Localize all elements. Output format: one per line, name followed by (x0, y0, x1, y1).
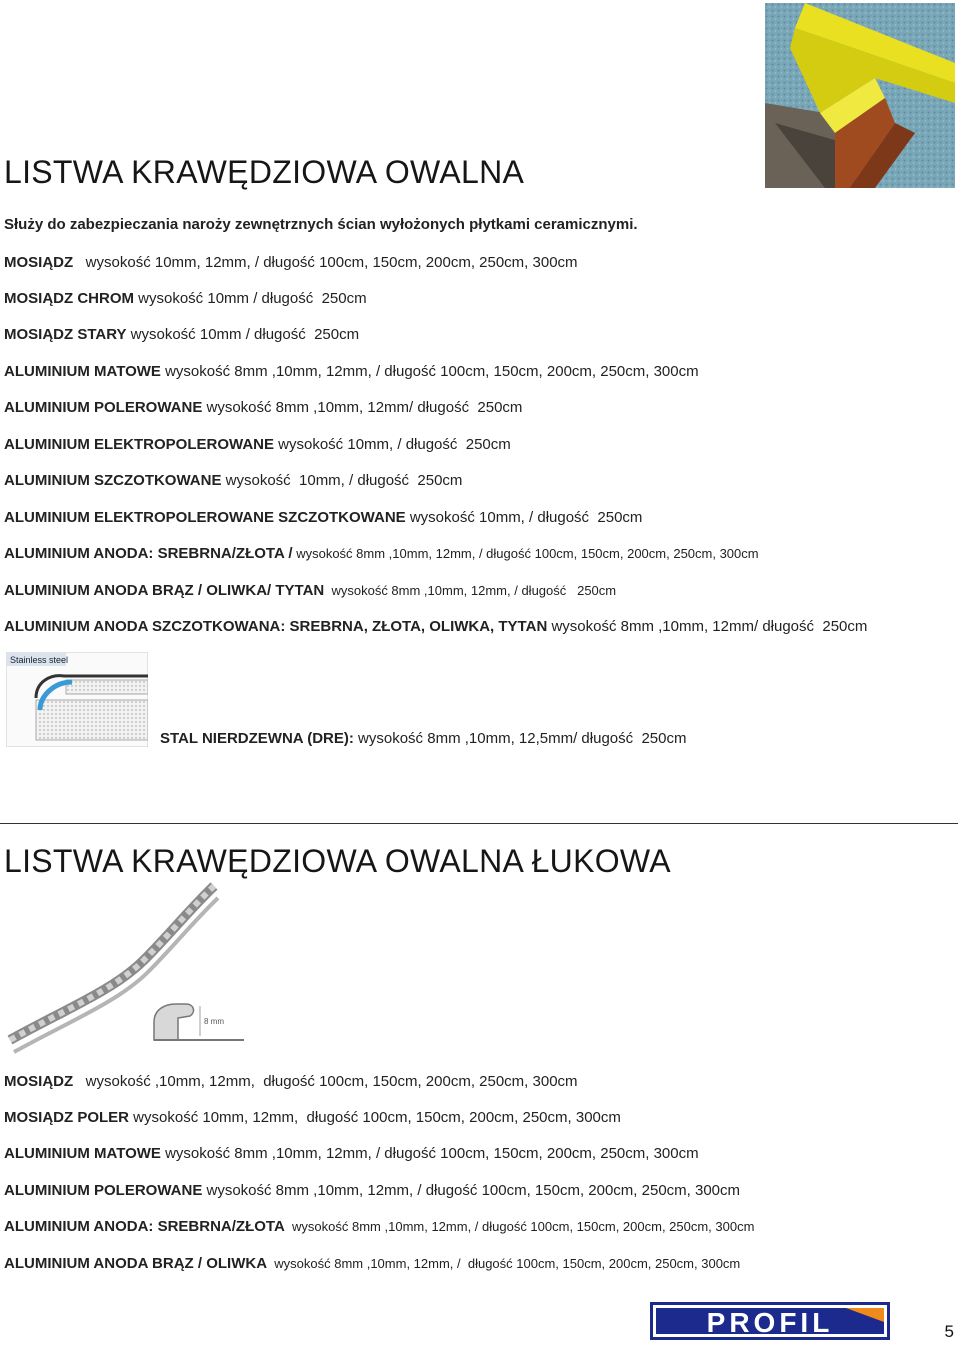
section2-title: LISTWA KRAWĘDZIOWA OWALNA ŁUKOWA (4, 843, 671, 879)
spec-row (4, 1145, 699, 1162)
spec-value: wysokość 8mm ,10mm, 12mm, / długość 100cm, 150cm, 200cm, 250cm, 300cm (202, 1182, 741, 1199)
spec-label: ALUMINIUM ANODA: SREBRNA/ZŁOTA / (4, 545, 293, 562)
spec-label: ALUMINIUM ANODA BRĄZ / OLIWKA (4, 1255, 268, 1272)
profil-logo (650, 1302, 890, 1340)
stainless-steel-profile-image (6, 652, 148, 747)
arched-profile-image (4, 880, 248, 1060)
spec-label: ALUMINIUM ANODA: SREBRNA/ZŁOTA (4, 1218, 285, 1235)
edge-trim-photo (765, 3, 955, 188)
spec-label: MOSIĄDZ STARY (4, 326, 127, 343)
spec-value: wysokość 8mm ,10mm, 12mm, / długość 100cm, 150cm, 200cm, 250cm, 300cm (292, 546, 759, 561)
spec-label: ALUMINIUM ELEKTROPOLEROWANE (4, 436, 274, 453)
spec-value: wysokość 10mm, / długość 250cm (405, 509, 643, 526)
spec-value: wysokość 8mm ,10mm, 12mm, / długość 100cm, 150cm, 200cm, 250cm, 300cm (160, 363, 699, 380)
steel-spec-row (160, 730, 686, 747)
spec-row (4, 1218, 754, 1235)
spec-row (4, 1255, 740, 1272)
spec-label: ALUMINIUM MATOWE (4, 1145, 161, 1162)
spec-row (4, 509, 642, 526)
spec-row (4, 472, 462, 489)
spec-label: STAL NIERDZEWNA (DRE): (160, 730, 354, 747)
spec-row (4, 363, 699, 380)
spec-value: wysokość 8mm ,10mm, 12mm, / długość 100cm, 150cm, 200cm, 250cm, 300cm (160, 1145, 699, 1162)
spec-value: wysokość 10mm / długość 250cm (126, 326, 360, 343)
spec-row (4, 254, 578, 271)
spec-label: ALUMINIUM SZCZOTKOWANE (4, 472, 222, 489)
spec-row (4, 1109, 621, 1126)
spec-row (4, 545, 759, 562)
section1-intro: Służy do zabezpieczania naroży zewnętrznych ścian wyłożonych płytkami ceramicznymi. (4, 216, 638, 233)
spec-label: ALUMINIUM ANODA SZCZOTKOWANA: SREBRNA, ZŁOTA, OLIWKA, TYTAN (4, 618, 548, 635)
spec-label: ALUMINIUM POLEROWANE (4, 1182, 203, 1199)
stainless-steel-caption: Stainless steel (10, 655, 69, 665)
spec-value: wysokość 10mm, / długość 250cm (274, 436, 511, 453)
spec-value: wysokość 10mm, / długość 250cm (221, 472, 463, 489)
spec-value: wysokość 8mm ,10mm, 12mm/ długość 250cm (202, 399, 523, 416)
spec-label: MOSIĄDZ CHROM (4, 290, 134, 307)
profile-cross-section (154, 1004, 244, 1040)
section-divider (0, 823, 958, 824)
spec-value: wysokość 8mm ,10mm, 12mm, / długość 100cm, 150cm, 200cm, 250cm, 300cm (267, 1256, 741, 1271)
spec-label: MOSIĄDZ POLER (4, 1109, 130, 1126)
page-number: 5 (944, 1322, 954, 1341)
spec-value: wysokość 8mm ,10mm, 12,5mm/ długość 250cm (353, 730, 687, 747)
spec-value: wysokość 10mm, 12mm, / długość 100cm, 150cm, 200cm, 250cm, 300cm (73, 254, 578, 271)
spec-value: wysokość 8mm ,10mm, 12mm, / długość 250cm (324, 583, 617, 598)
spec-value: wysokość 8mm ,10mm, 12mm/ długość 250cm (547, 618, 868, 635)
spec-row (4, 326, 359, 343)
spec-row (4, 618, 867, 635)
profile-height-label: 8 mm (204, 1017, 224, 1026)
spec-label: ALUMINIUM POLEROWANE (4, 399, 203, 416)
spec-row (4, 290, 367, 307)
section1-title: LISTWA KRAWĘDZIOWA OWALNA (4, 154, 525, 190)
spec-value: wysokość 10mm / długość 250cm (134, 290, 367, 307)
spec-row (4, 582, 616, 599)
spec-label: MOSIĄDZ (4, 254, 74, 271)
spec-label: MOSIĄDZ (4, 1073, 74, 1090)
spec-label: ALUMINIUM ANODA BRĄZ / OLIWKA/ TYTAN (4, 582, 325, 599)
svg-text:PROFIL: PROFIL (706, 1307, 834, 1338)
spec-row (4, 436, 511, 453)
spec-value: wysokość ,10mm, 12mm, długość 100cm, 150cm, 200cm, 250cm, 300cm (73, 1073, 578, 1090)
spec-label: ALUMINIUM MATOWE (4, 363, 161, 380)
spec-label: ALUMINIUM ELEKTROPOLEROWANE SZCZOTKOWANE (4, 509, 406, 526)
spec-row (4, 1182, 740, 1199)
spec-value: wysokość 8mm ,10mm, 12mm, / długość 100cm, 150cm, 200cm, 250cm, 300cm (284, 1219, 755, 1234)
spec-row (4, 399, 522, 416)
spec-value: wysokość 10mm, 12mm, długość 100cm, 150cm, 200cm, 250cm, 300cm (129, 1109, 621, 1126)
spec-row (4, 1073, 578, 1090)
